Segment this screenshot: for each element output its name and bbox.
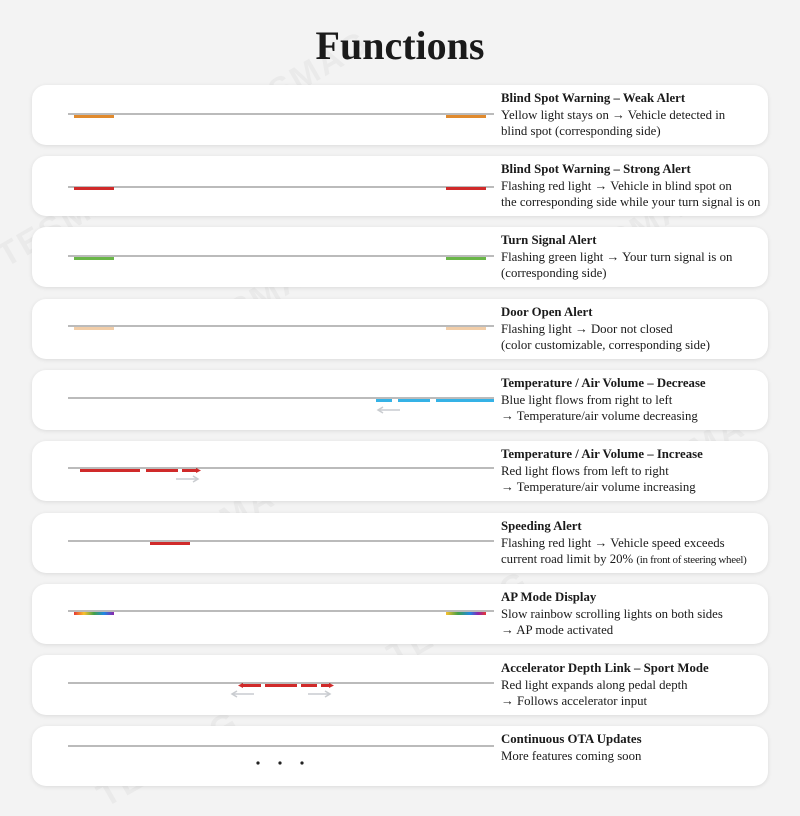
function-line: (color customizable, corresponding side) <box>501 338 710 352</box>
function-description <box>501 232 800 282</box>
function-line: Flashing light → Door not closed <box>501 321 673 336</box>
function-line: (corresponding side) <box>501 266 607 280</box>
right-light-segment <box>446 187 486 190</box>
light-strip <box>68 299 494 359</box>
function-title: Blind Spot Warning – Weak Alert <box>501 91 686 105</box>
function-title: Blind Spot Warning – Strong Alert <box>501 162 691 176</box>
left-light-segment <box>74 327 114 330</box>
function-line: Yellow light stays on → Vehicle detected in <box>501 107 726 122</box>
function-line: Flashing green light → Your turn signal is on <box>501 249 733 264</box>
light-strip <box>68 370 494 430</box>
expand-right-arrowhead <box>329 683 334 688</box>
function-line: Slow rainbow scrolling lights on both sides <box>501 606 723 621</box>
function-title: Turn Signal Alert <box>501 233 597 247</box>
function-description <box>501 731 800 764</box>
function-description <box>501 161 800 211</box>
arrow-left-icon <box>378 407 400 413</box>
flow-light-segment <box>436 399 494 402</box>
right-light-segment <box>446 327 486 330</box>
flow-light-segment <box>376 399 392 402</box>
function-description <box>501 375 800 425</box>
function-card-accelerator-depth <box>32 655 768 715</box>
ellipsis-dot <box>278 761 281 764</box>
function-description <box>501 660 800 710</box>
center-light-segment <box>150 542 190 545</box>
page-title: Functions <box>315 23 485 68</box>
function-card-temp-increase <box>32 441 768 501</box>
function-title: Accelerator Depth Link – Sport Mode <box>501 661 709 675</box>
light-strip <box>68 227 494 287</box>
function-card-ota-updates <box>32 726 768 786</box>
light-strip <box>68 655 494 715</box>
right-light-segment <box>446 115 486 118</box>
function-card-blind-spot-strong <box>32 156 768 216</box>
function-card-temp-decrease <box>32 370 768 430</box>
flow-light-segment <box>182 469 196 472</box>
arrow-right-icon <box>176 476 198 482</box>
function-title: Temperature / Air Volume – Increase <box>501 447 703 461</box>
function-card-ap-mode <box>32 584 768 644</box>
light-strip <box>68 85 494 145</box>
function-line: → Temperature/air volume decreasing <box>501 409 698 423</box>
flow-arrowhead <box>196 468 201 473</box>
flow-light-segment <box>146 469 178 472</box>
function-line: Flashing red light → Vehicle speed exceeds <box>501 535 725 550</box>
function-line: Red light expands along pedal depth <box>501 677 688 692</box>
function-description <box>501 518 800 569</box>
left-light-segment <box>74 257 114 260</box>
right-rainbow-segment <box>446 612 486 615</box>
function-title: Temperature / Air Volume – Decrease <box>501 376 706 390</box>
function-title: Speeding Alert <box>501 519 582 533</box>
expand-light-segment <box>301 684 317 687</box>
function-line: Blue light flows from right to left <box>501 392 673 407</box>
function-line: Flashing red light → Vehicle in blind spot on <box>501 178 732 193</box>
expand-light-segment <box>321 684 329 687</box>
light-strip <box>68 513 494 573</box>
function-line: current road limit by 20% (in front of steering wheel) <box>501 552 747 566</box>
light-strip <box>68 441 494 501</box>
function-line: Red light flows from left to right <box>501 463 669 478</box>
light-strip <box>68 584 494 644</box>
expand-left-arrowhead <box>238 683 243 688</box>
light-strip <box>68 156 494 216</box>
ellipsis-dot <box>256 761 259 764</box>
function-line: → Temperature/air volume increasing <box>501 480 696 494</box>
function-title: Door Open Alert <box>501 305 593 319</box>
flow-light-segment <box>80 469 140 472</box>
function-line: More features coming soon <box>501 748 642 763</box>
expand-light-segment <box>243 684 261 687</box>
function-description <box>501 304 800 354</box>
arrow-right-icon <box>308 691 330 697</box>
ellipsis-dot <box>300 761 303 764</box>
function-card-speeding <box>32 513 768 573</box>
left-light-segment <box>74 115 114 118</box>
function-description <box>501 90 800 140</box>
arrow-left-icon <box>232 691 254 697</box>
function-line: → AP mode activated <box>501 623 614 637</box>
right-light-segment <box>446 257 486 260</box>
flow-light-segment <box>398 399 430 402</box>
function-card-door-open <box>32 299 768 359</box>
function-title: AP Mode Display <box>501 590 597 604</box>
left-rainbow-segment <box>74 612 114 615</box>
light-strip <box>68 726 494 786</box>
left-light-segment <box>74 187 114 190</box>
function-title: Continuous OTA Updates <box>501 732 642 746</box>
function-description <box>501 589 800 639</box>
function-card-blind-spot-weak <box>32 85 768 145</box>
expand-light-segment <box>265 684 297 687</box>
function-description <box>501 446 800 496</box>
function-card-turn-signal <box>32 227 768 287</box>
function-line: → Follows accelerator input <box>501 694 648 708</box>
function-line: blind spot (corresponding side) <box>501 124 661 138</box>
function-line: the corresponding side while your turn signal is on <box>501 195 761 209</box>
